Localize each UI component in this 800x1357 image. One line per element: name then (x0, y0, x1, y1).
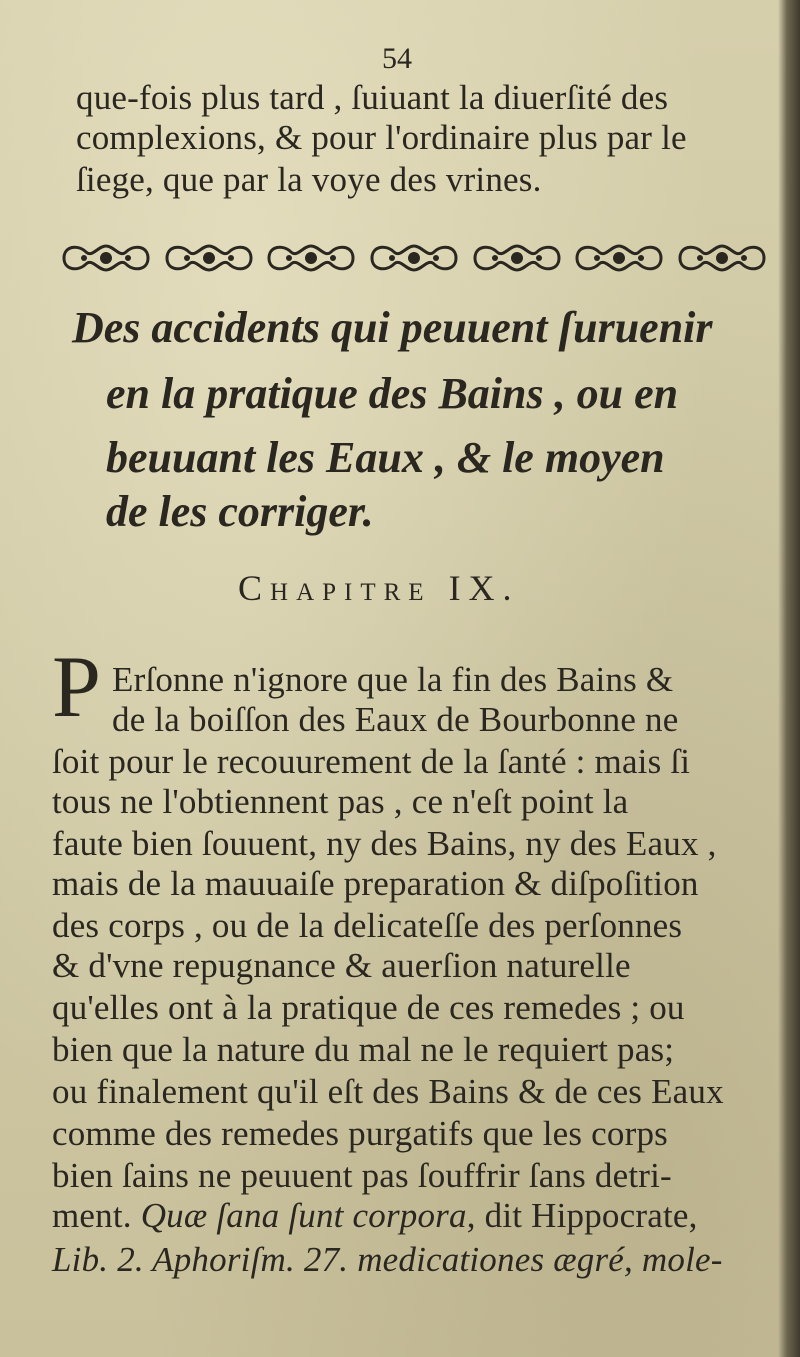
top-line-3: ſiege, que par la voye des vrines. (76, 160, 542, 199)
body-line-4: tous ne l'obtiennent pas , ce n'eſt point la (52, 782, 629, 821)
quote-attribution: , dit Hippocrate, (466, 1196, 698, 1235)
page-edge-shadow (778, 0, 800, 1357)
ornament-icon (161, 238, 257, 278)
decorative-ornament-band (58, 236, 770, 280)
body-line-3: ſoit pour le recouurement de la ſanté : mais ſi (52, 742, 691, 781)
body-line-6: mais de la mauuaiſe preparation & diſpoſition (52, 864, 699, 903)
ornament-icon (469, 238, 565, 278)
body-line-12: comme des remedes purgatifs que les corps (52, 1114, 668, 1153)
latin-quote: Quæ ſana ſunt corpora (140, 1196, 467, 1235)
body-line-7: des corps , ou de la delicateſſe des perſonnes (52, 906, 683, 945)
top-line-1: que-fois plus tard , ſuiuant la diuerſité des (76, 78, 669, 117)
body-line-1: Erſonne n'ignore que la fin des Bains & (112, 660, 674, 699)
ornament-icon (366, 238, 462, 278)
body-line-10: bien que la nature du mal ne le requiert pas; (52, 1030, 675, 1069)
body-line-14-start: ment. (52, 1196, 132, 1235)
section-heading-line-3: beuuant les Eaux , & le moyen (106, 433, 665, 482)
section-heading-line-4: de les corriger. (106, 487, 374, 536)
page-number: 54 (382, 42, 412, 75)
ornament-icon (58, 238, 154, 278)
latin-continuation: medicationes ægré, mole- (357, 1240, 723, 1279)
chapter-title: Chapitre IX. (238, 568, 520, 608)
body-line-2: de la boiſſon des Eaux de Bourbonne ne (112, 700, 679, 739)
body-line-9: qu'elles ont à la pratique de ces remedes ; ou (52, 988, 685, 1027)
aphorism-reference: Lib. 2. Aphoriſm. 27. (52, 1240, 349, 1279)
body-line-11: ou finalement qu'il eſt des Bains & de ces Eaux (52, 1072, 724, 1111)
body-line-8: & d'vne repugnance & auerſion naturelle (52, 946, 631, 985)
ornament-icon (674, 238, 770, 278)
body-line-15 (52, 1240, 723, 1280)
body-line-14 (52, 1196, 698, 1236)
drop-cap: P (52, 639, 101, 736)
ornament-icon (571, 238, 667, 278)
body-line-13: bien ſains ne peuuent pas ſouffrir ſans detri- (52, 1156, 672, 1195)
section-heading-line-2: en la pratique des Bains , ou en (106, 369, 679, 418)
top-line-2: complexions, & pour l'ordinaire plus par le (76, 118, 687, 157)
ornament-icon (263, 238, 359, 278)
section-heading-line-1: Des accidents qui peuuent ſuruenir (72, 303, 713, 352)
body-line-5: faute bien ſouuent, ny des Bains, ny des Eaux , (52, 824, 717, 863)
